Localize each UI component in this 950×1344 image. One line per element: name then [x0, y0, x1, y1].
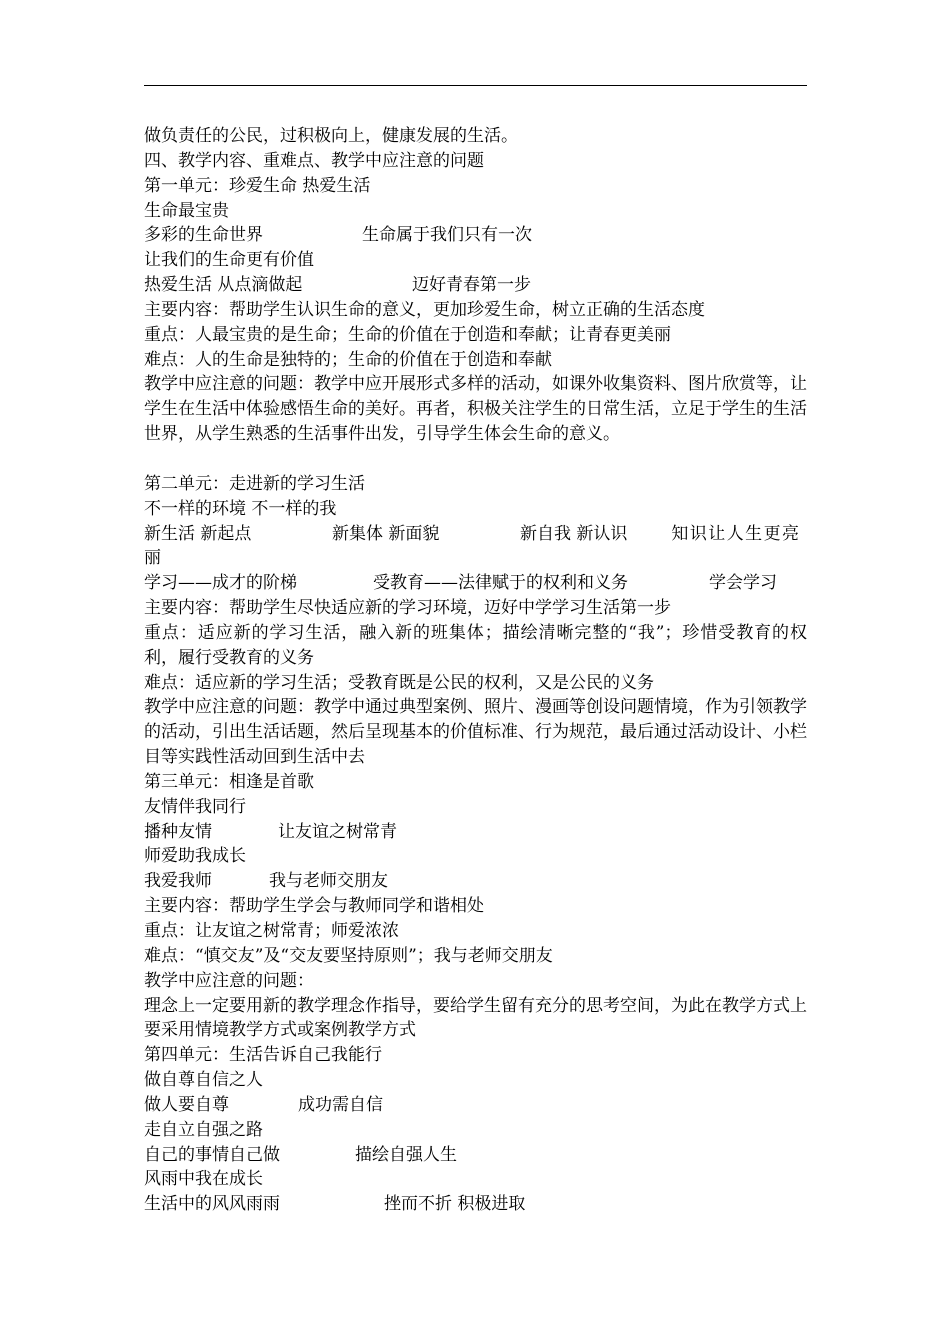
topic-heading: 风雨中我在成长 [144, 1169, 263, 1190]
topic-heading: 生命最宝贵 [144, 200, 229, 221]
lesson-item: 播种友情 [144, 821, 212, 842]
unit-heading: 第四单元：生活告诉自己我能行 [144, 1045, 382, 1066]
teaching-notes: 理念上一定要用新的教学理念作指导，要给学生留有充分的思考空间，为此在教学方式上要采用情境教学方式或案例教学方式 [144, 995, 807, 1041]
lesson-row [144, 273, 807, 298]
lesson-item: 迈好青春第一步 [412, 275, 531, 296]
unit-heading: 第三单元：相逢是首歌 [144, 771, 314, 792]
lesson-item: 自己的事情自己做 [144, 1144, 280, 1165]
lesson-item: 我与老师交朋友 [269, 871, 388, 892]
lesson-row [144, 1143, 807, 1168]
key-points: 重点：适应新的学习生活，融入新的班集体；描绘清晰完整的“我”；珍惜受教育的权利，履行受教育的义务 [144, 622, 807, 668]
teaching-notes: 教学中应注意的问题：教学中通过典型案例、照片、漫画等创设问题情境，作为引领教学的活动，引出生活话题，然后呈现基本的价值标准、行为规范，最后通过活动设计、小栏目等实践性活动回到生活中去 [144, 697, 807, 768]
lesson-item: 生命属于我们只有一次 [362, 225, 532, 246]
document-body [144, 124, 807, 1217]
topic-heading: 友情伴我同行 [144, 796, 246, 817]
lesson-item: 挫而不折 积极进取 [384, 1194, 526, 1215]
lesson-item: 描绘自强人生 [355, 1144, 457, 1165]
unit-heading: 第一单元：珍爱生命 热爱生活 [144, 175, 371, 196]
lesson-item: 新生活 新起点 [144, 523, 252, 544]
difficult-points: 难点：适应新的学习生活；受教育既是公民的权利，又是公民的义务 [144, 672, 654, 693]
teaching-notes-label: 教学中应注意的问题： [144, 970, 314, 991]
lesson-row [144, 1192, 807, 1217]
difficult-points: 难点：“慎交友”及“交友要坚持原则”；我与老师交朋友 [144, 945, 553, 966]
topic-heading: 师爱助我成长 [144, 846, 246, 867]
lesson-row [144, 522, 807, 572]
key-points: 重点：让友谊之树常青；师爱浓浓 [144, 921, 399, 941]
lesson-item: 让友谊之树常青 [278, 821, 397, 842]
lesson-item: 学会学习 [709, 573, 777, 594]
lesson-item: 做人要自尊 [144, 1094, 229, 1115]
lesson-item: 学习——成才的阶梯 [144, 573, 297, 594]
lesson-item: 知识让人生更亮丽 [144, 523, 799, 569]
main-content: 主要内容：帮助学生尽快适应新的学习环境，迈好中学学习生活第一步 [144, 598, 671, 619]
topic-heading: 做自尊自信之人 [144, 1070, 263, 1091]
lesson-item: 新集体 新面貌 [332, 523, 440, 544]
lesson-row [144, 571, 807, 596]
lesson-row [144, 820, 807, 845]
teaching-notes: 教学中应注意的问题：教学中应开展形式多样的活动，如课外收集资料、图片欣赏等，让学生在生活中体验感悟生命的美好。再者，积极关注学生的日常生活，立足于学生的生活世界，从学生熟悉的生活事件出发，引导学生体会生命的意义。 [144, 374, 807, 445]
unit-heading: 第二单元：走进新的学习生活 [144, 473, 365, 494]
main-content: 主要内容：帮助学生认识生命的意义，更加珍爱生命，树立正确的生活态度 [144, 299, 705, 320]
lesson-item: 新自我 新认识 [520, 523, 628, 544]
difficult-points: 难点：人的生命是独特的；生命的价值在于创造和奉献 [144, 349, 552, 370]
main-content: 主要内容：帮助学生学会与教师同学和谐相处 [144, 896, 484, 917]
lesson-row [144, 869, 807, 894]
lesson-item: 成功需自信 [298, 1094, 383, 1115]
lesson-item: 热爱生活 从点滴做起 [144, 275, 303, 296]
topic-heading: 让我们的生命更有价值 [144, 250, 314, 271]
key-points: 重点：人最宝贵的是生命；生命的价值在于创造和奉献；让青春更美丽 [144, 324, 671, 345]
lesson-item: 受教育——法律赋于的权利和义务 [373, 573, 628, 594]
lesson-row [144, 1093, 807, 1118]
lesson-item: 生活中的风风雨雨 [144, 1194, 280, 1215]
blank-line [144, 447, 807, 472]
text-line: 做负责任的公民，过积极向上，健康发展的生活。 [144, 126, 518, 146]
lesson-row [144, 223, 807, 248]
section-heading: 四、教学内容、重难点、教学中应注意的问题 [144, 150, 484, 171]
topic-heading: 不一样的环境 不一样的我 [144, 498, 337, 519]
topic-heading: 走自立自强之路 [144, 1119, 263, 1140]
lesson-item: 多彩的生命世界 [144, 225, 263, 246]
lesson-item: 我爱我师 [144, 871, 212, 892]
header-rule [144, 85, 807, 86]
